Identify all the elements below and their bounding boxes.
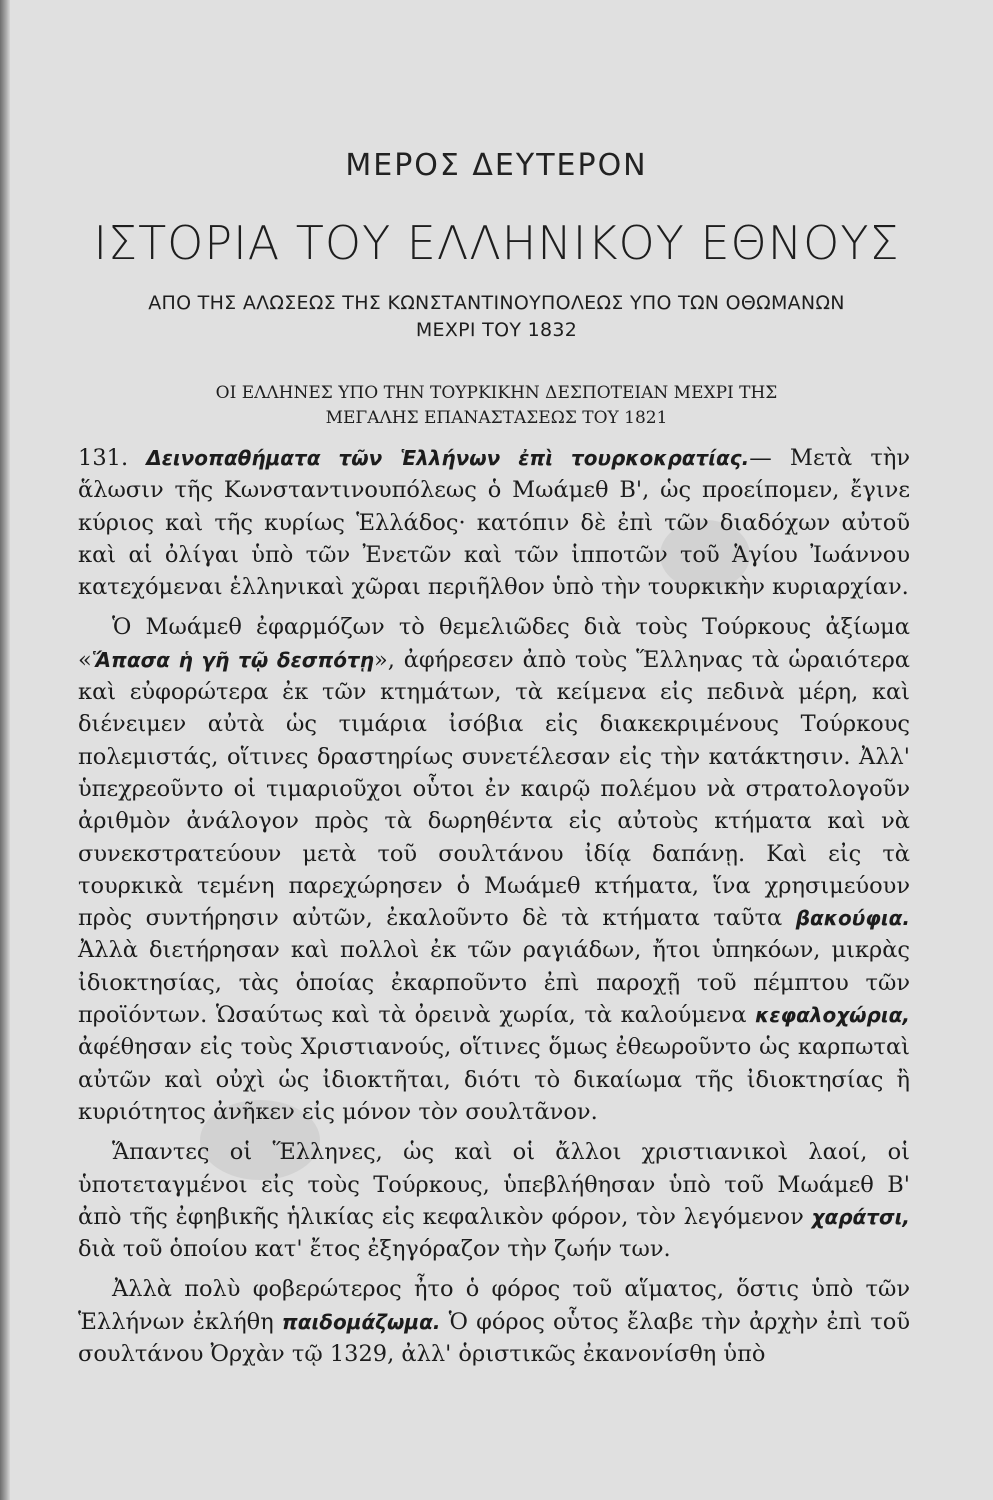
- subtitle-line-1: ΑΠΟ ΤΗΣ ΑΛΩΣΕΩΣ ΤΗΣ ΚΩΝΣΤΑΝΤΙΝΟΥΠΟΛΕΩΣ ΥΠΟ ΤΩΝ ΟΘΩΜΑΝΩΝ: [148, 292, 845, 314]
- paragraph-text: ἀφέθησαν εἰς τοὺς Χριστιανούς, οἵτινες ὅμως ἐθεωροῦντο ὡς καρπωταὶ αὐτῶν καὶ οὐχὶ ὡς ἰδιοκτῆται, διότι τὸ δικαίωμα τῆς ἰδιοκτησίας ἢ κυριότητος ἀνῆκεν εἰς μόνον τὸν σουλτᾶνον.: [78, 1034, 910, 1125]
- paragraph-131: [78, 442, 910, 603]
- paragraph-number: 131.: [78, 445, 129, 471]
- paragraph-text: Ἀλλὰ πολὺ φοβερώτερος ἦτο ὁ φόρος τοῦ αἵματος, ὅστις ὑπὸ τῶν Ἑλλήνων ἐκλήθη: [78, 1276, 910, 1335]
- section-heading-line-2: ΜΕΓΑΛΗΣ ΕΠΑΝΑΣΤΑΣΕΩΣ ΤΟΥ 1821: [325, 408, 668, 428]
- part-title: ΜΕΡΟΣ ΔΕΥΤΕΡΟΝ: [345, 148, 648, 183]
- paragraph: [78, 1136, 910, 1265]
- paragraph-text: », ἀφήρεσεν ἀπὸ τοὺς Ἕλληνας τὰ ὡραιότερα καὶ εὐφορώτερα ἐκ τῶν κτημάτων, τὰ κείμενα εἰς πεδινὰ μέρη, καὶ διένειμεν αὐτὰ ὡς τιμάρια ἰσόβια εἰς διακεκριμένους Τούρκους πολεμιστάς, οἵτινες δραστηρίως συνετέλεσαν εἰς τὴν κατάκτησιν. Ἀλλ' ὑπεχρεοῦντο οἱ τιμαριοῦχοι οὗτοι ἐν καιρῷ πολέμου νὰ στρατολογοῦν ἀριθμὸν ἀνάλογον πρὸς τὰ δωρηθέντα εἰς αὐτοὺς κτήματα καὶ νὰ συνεκστρατεύουν μετὰ τοῦ σουλτάνου ἰδίᾳ δαπάνῃ. Καὶ εἰς τὰ τουρκικὰ τεμένη παρεχώρησεν ὁ Μωάμεθ κτήματα, ἵνα χρησιμεύουν πρὸς συντήρησιν αὐτῶν, ἐκαλοῦντο δὲ τὰ κτήματα ταῦτα: [78, 646, 910, 932]
- main-title: ΙΣΤΟΡΙΑ ΤΟΥ ΕΛΛΗΝΙΚΟΥ ΕΘΝΟΥΣ: [93, 216, 900, 270]
- term-charatsi: χαράτσι,: [811, 1204, 910, 1229]
- paragraph-text: — Μετὰ τὴν ἅλωσιν τῆς Κωνσταντινουπόλεως ὁ Μωάμεθ Β', ὡς προείπομεν, ἔγινε κύριος καὶ τῆς κυρίως Ἑλλάδος· κατόπιν δὲ ἐπὶ τῶν διαδόχων αὐτοῦ καὶ αἱ ὀλίγαι ὑπὸ τῶν Ἐνετῶν καὶ τῶν ἱπποτῶν τοῦ Ἁγίου Ἰωάννου κατεχόμεναι ἑλληνικαὶ χῶραι περιῆλθον ὑπὸ τὴν τουρκικὴν κυριαρχίαν.: [78, 445, 911, 601]
- subtitle-line-2: ΜΕΧΡΙ ΤΟΥ 1832: [415, 319, 578, 341]
- paragraph-text: Ἀλλὰ διετήρησαν καὶ πολλοὶ ἐκ τῶν ραγιάδων, ἤτοι ὑπηκόων, μικρὰς ἰδιοκτησίας, τὰς ὁποίας ἐκαρποῦντο ἐπὶ παροχῇ τοῦ πέμπτου τῶν προϊόντων. Ὡσαύτως καὶ τὰ ὀρεινὰ χωρία, τὰ καλούμενα: [78, 937, 910, 1029]
- paragraph-text: Ἅπαντες οἱ Ἕλληνες, ὡς καὶ οἱ ἄλλοι χριστιανικοὶ λαοί, οἱ ὑποτεταγμένοι εἰς τοὺς Τούρκους, ὑπεβλήθησαν ὑπὸ τοῦ Μωάμεθ Β' ἀπὸ τῆς ἐφηβικῆς ἡλικίας εἰς κεφαλικὸν φόρον, τὸν λεγόμενον: [78, 1139, 910, 1230]
- term-paidomazoma: παιδομάζωμα.: [281, 1309, 441, 1334]
- paragraph-text: διὰ τοῦ ὁποίου κατ' ἔτος ἐξηγόραζον τὴν ζωήν των.: [78, 1236, 671, 1263]
- paragraph-text: Ὁ φόρος οὗτος ἔλαβε τὴν ἀρχὴν ἐπὶ τοῦ σουλτάνου Ὀρχὰν τῷ 1329, ἀλλ' ὁριστικῶς ἐκανονίσθη ὑπὸ: [78, 1308, 911, 1368]
- paragraph-heading: Δεινοπαθήματα τῶν Ἑλλήνων ἐπὶ τουρκοκρατίας.: [146, 446, 750, 470]
- term-vakoufia: βακούφια.: [795, 906, 910, 931]
- paragraph-text: Ὁ Μωάμεθ ἐφαρμόζων τὸ θεμελιῶδες διὰ τοὺς Τούρκους ἀξίωμα «: [78, 614, 910, 673]
- term-kefalochoria: κεφαλοχώρια,: [755, 1003, 910, 1028]
- paragraph: [78, 611, 910, 1128]
- body-text: [78, 442, 910, 1378]
- section-heading-line-1: ΟΙ ΕΛΛΗΝΕΣ ΥΠΟ ΤΗΝ ΤΟΥΡΚΙΚΗΝ ΔΕΣΠΟΤΕΙΑΝ ΜΕΧΡΙ ΤΗΣ: [215, 383, 778, 403]
- quoted-axiom: Ἅπασα ἡ γῆ τῷ δεσπότῃ: [91, 647, 374, 672]
- paragraph: [78, 1273, 910, 1370]
